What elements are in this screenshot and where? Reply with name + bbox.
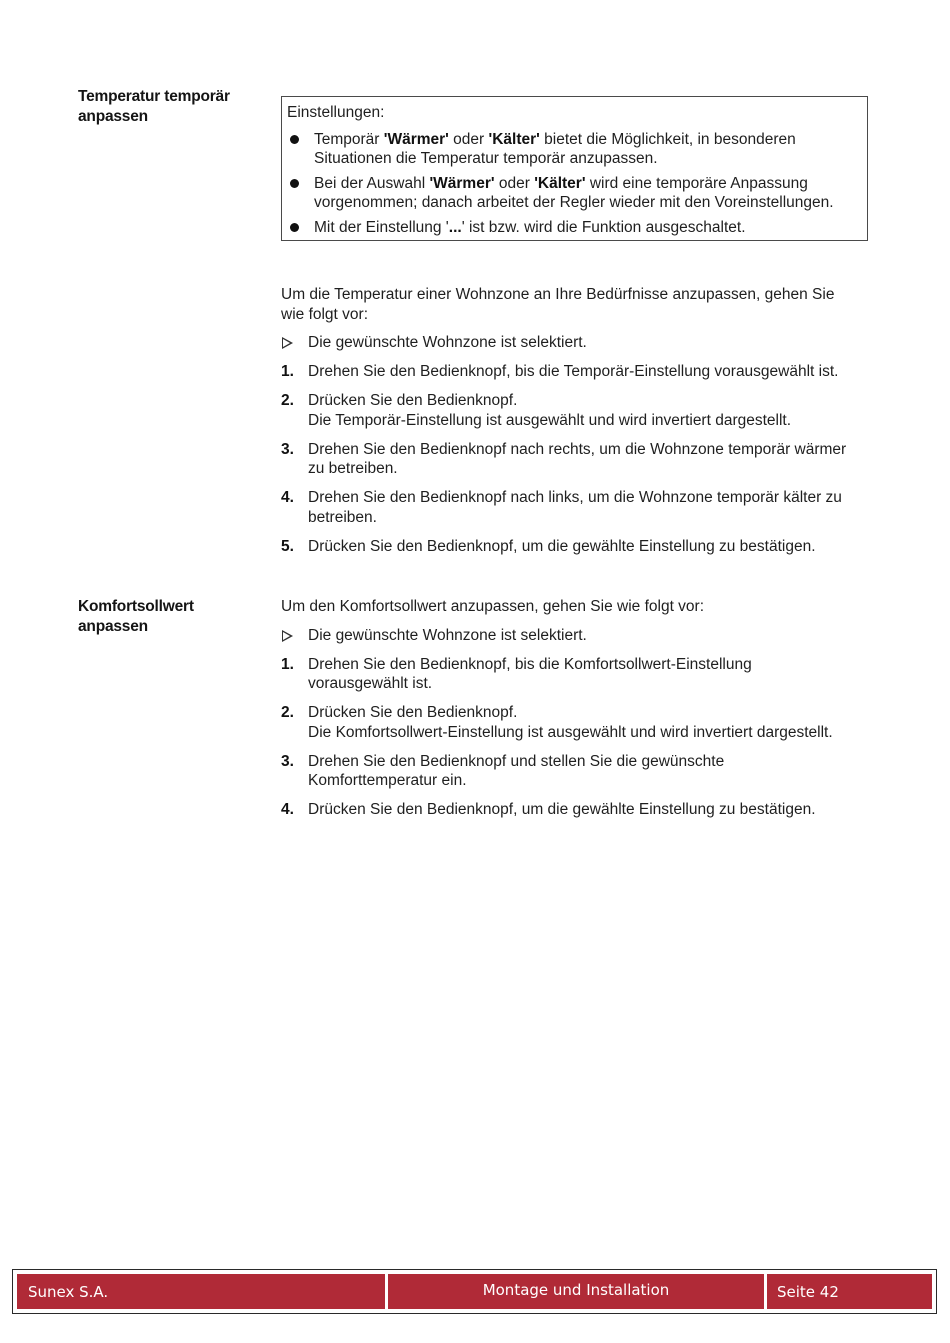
bullet-item bbox=[287, 130, 859, 169]
footer-document-title: Montage und Installation bbox=[388, 1274, 764, 1309]
bullet-item bbox=[287, 218, 859, 238]
settings-info-box bbox=[281, 96, 868, 241]
text-run: oder bbox=[448, 130, 489, 148]
section-heading-temperatur-temporaer bbox=[78, 87, 263, 127]
step-item bbox=[281, 752, 873, 791]
option-kaelter: 'Kälter' bbox=[534, 174, 586, 192]
text-run: Bei der Auswahl bbox=[314, 174, 430, 192]
bullet-text bbox=[314, 175, 834, 212]
bullet-item bbox=[287, 174, 859, 213]
step-item bbox=[281, 703, 873, 742]
step-text: Drücken Sie den Bedienknopf, um die gewählte Einstellung zu bestätigen. bbox=[308, 537, 816, 555]
option-off: ... bbox=[448, 218, 462, 236]
heading-line: anpassen bbox=[78, 108, 148, 125]
step-item bbox=[281, 655, 873, 694]
option-warmer: 'Wärmer' bbox=[429, 174, 495, 192]
heading-line: Komfortsollwert bbox=[78, 598, 194, 615]
option-warmer: 'Wärmer' bbox=[383, 130, 449, 148]
step-number: 3. bbox=[281, 752, 294, 770]
step-result: Die Temporär-Einstellung ist ausgewählt und wird invertiert dargestellt. bbox=[308, 411, 792, 429]
procedure-komfortsollwert bbox=[281, 597, 873, 829]
step-text: vorausgewählt ist. bbox=[308, 675, 433, 692]
page-footer bbox=[12, 1269, 937, 1314]
step-text: Drücken Sie den Bedienknopf. bbox=[308, 392, 518, 409]
step-number: 5. bbox=[281, 537, 294, 555]
bullet-text bbox=[314, 131, 796, 168]
footer-bar bbox=[17, 1274, 932, 1309]
intro-line: wie folgt vor: bbox=[281, 305, 369, 323]
procedure-temperatur bbox=[281, 285, 873, 566]
step-result: Die Komfortsollwert-Einstellung ist ausgewählt und wird invertiert dargestellt. bbox=[308, 723, 833, 741]
step-text: Drehen Sie den Bedienknopf, bis die Temporär-Einstellung vorausgewählt ist. bbox=[308, 363, 839, 380]
precondition bbox=[281, 626, 873, 646]
step-item bbox=[281, 440, 873, 479]
option-kaelter: 'Kälter' bbox=[488, 130, 540, 148]
step-text: betreiben. bbox=[308, 508, 377, 526]
text-run: Temporär bbox=[314, 130, 384, 148]
footer-company: Sunex S.A. bbox=[17, 1274, 385, 1309]
precondition-text: Die gewünschte Wohnzone ist selektiert. bbox=[308, 334, 587, 351]
step-number: 1. bbox=[281, 655, 294, 673]
bullet-dot-icon bbox=[290, 223, 299, 232]
step-text: Komforttemperatur ein. bbox=[308, 772, 467, 789]
heading-line: Temperatur temporär bbox=[78, 88, 230, 105]
step-number: 4. bbox=[281, 801, 294, 818]
step-item bbox=[281, 362, 873, 382]
procedure-intro: Um den Komfortsollwert anzupassen, gehen Sie wie folgt vor: bbox=[281, 598, 705, 615]
step-item bbox=[281, 391, 873, 430]
text-run: wird eine temporäre Anpassung bbox=[585, 174, 808, 192]
bullet-dot-icon bbox=[290, 179, 299, 188]
step-item bbox=[281, 800, 873, 820]
text-run: oder bbox=[494, 174, 535, 192]
heading-line: anpassen bbox=[78, 618, 148, 635]
section-heading-komfortsollwert bbox=[78, 597, 263, 637]
step-text: Drehen Sie den Bedienknopf und stellen Sie die gewünschte bbox=[308, 752, 725, 770]
step-number: 1. bbox=[281, 363, 294, 380]
step-text: Drücken Sie den Bedienknopf, um die gewählte Einstellung zu bestätigen. bbox=[308, 801, 816, 818]
triangle-right-icon bbox=[282, 337, 293, 349]
bullet-dot-icon bbox=[290, 135, 299, 144]
step-text: Drücken Sie den Bedienknopf. bbox=[308, 704, 518, 721]
step-number: 4. bbox=[281, 489, 294, 506]
step-text: Drehen Sie den Bedienknopf nach links, um die Wohnzone temporär kälter zu bbox=[308, 489, 842, 506]
text-run: vorgenommen; danach arbeitet der Regler wieder mit den Voreinstellungen. bbox=[314, 194, 834, 211]
precondition bbox=[281, 333, 873, 353]
text-run: Situationen die Temperatur temporär anzupassen. bbox=[314, 150, 658, 167]
bullet-text bbox=[314, 219, 746, 236]
box-title: Einstellungen: bbox=[287, 104, 385, 121]
step-text: Drehen Sie den Bedienknopf nach rechts, um die Wohnzone temporär wärmer bbox=[308, 440, 847, 458]
step-number: 3. bbox=[281, 440, 294, 458]
step-item bbox=[281, 488, 873, 527]
step-item bbox=[281, 537, 873, 557]
step-number: 2. bbox=[281, 392, 294, 409]
intro-line: Um die Temperatur einer Wohnzone an Ihre Bedürfnisse anzupassen, gehen Sie bbox=[281, 286, 835, 303]
text-run: Mit der Einstellung ' bbox=[314, 218, 449, 236]
step-number: 2. bbox=[281, 704, 294, 721]
triangle-right-icon bbox=[282, 630, 293, 642]
text-run: bietet die Möglichkeit, in besonderen bbox=[539, 130, 796, 148]
text-run: ' ist bzw. wird die Funktion ausgeschaltet. bbox=[461, 218, 746, 236]
step-text: Drehen Sie den Bedienknopf, bis die Komfortsollwert-Einstellung bbox=[308, 655, 752, 673]
footer-page-number: Seite 42 bbox=[767, 1274, 932, 1309]
step-text: zu betreiben. bbox=[308, 460, 398, 477]
procedure-intro bbox=[281, 285, 873, 324]
precondition-text: Die gewünschte Wohnzone ist selektiert. bbox=[308, 626, 587, 644]
